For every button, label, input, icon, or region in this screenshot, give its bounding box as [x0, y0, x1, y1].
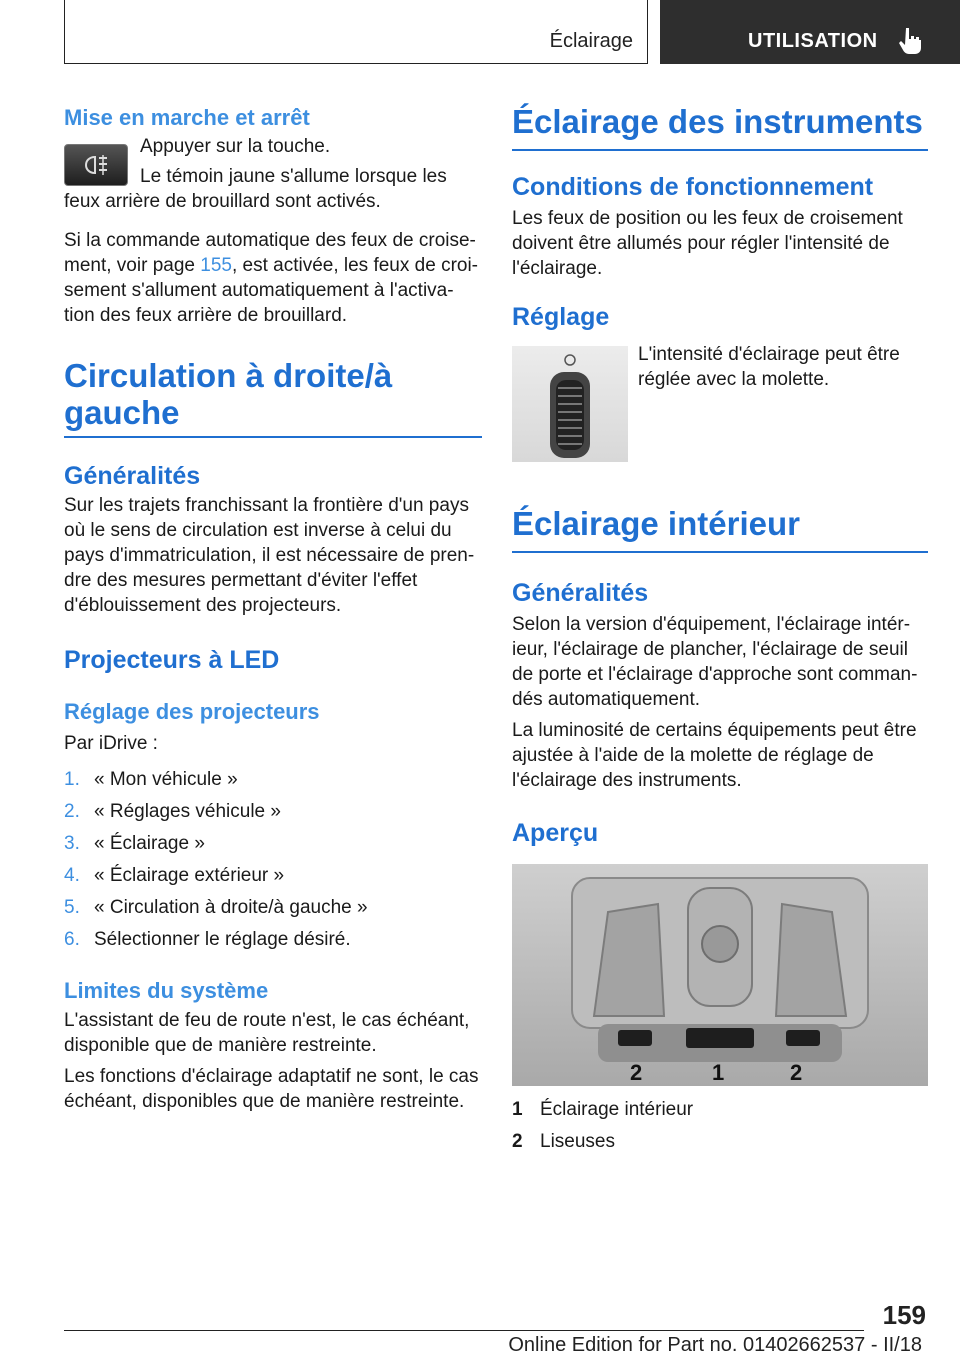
- image-legend: [512, 1094, 928, 1158]
- step-text: « Éclairage »: [94, 832, 205, 854]
- heading-adjustment: Réglage: [512, 302, 610, 331]
- list-item: [64, 828, 482, 860]
- legend-item: [512, 1126, 928, 1158]
- callout-label: 1: [712, 1059, 725, 1085]
- legend-text: Éclairage intérieur: [540, 1098, 694, 1120]
- list-item: [64, 860, 482, 892]
- list-item: [64, 892, 482, 924]
- callout-label: 2: [630, 1059, 643, 1085]
- list-item: [64, 764, 482, 796]
- paragraph-idrive: Par iDrive :: [64, 732, 158, 754]
- footer-edition: Online Edition for Part no. 01402662537 - II/18: [508, 1334, 922, 1356]
- heading-operating-conditions: Conditions de fonctionnement: [512, 172, 874, 201]
- step-number: 6.: [64, 928, 80, 950]
- step-text: « Réglages véhicule »: [94, 800, 281, 822]
- paragraph-border-crossing: Sur les trajets franchissant la frontière d'un pays où le sens de circulation est inverse à celui du pays d'immatriculation, il est nécessaire de pren‐dre des mesures permettant d'éviter l'effet d'éblouissement des projecteurs.: [64, 494, 475, 616]
- legend-number: 2: [512, 1130, 523, 1152]
- header-section-title: Éclairage: [549, 30, 633, 52]
- text-auto-lights-a: Si la commande automatique des feux de croise‐ment, voir page: [64, 230, 476, 276]
- heading-system-limits: Limites du système: [64, 977, 269, 1003]
- paragraph-indicator: Le témoin jaune s'allume lorsque les feux arrière de brouillard sont activés.: [64, 166, 447, 212]
- legend-item: [512, 1094, 928, 1126]
- heading-interior-lighting: Éclairage intérieur: [512, 504, 800, 542]
- step-text: « Éclairage extérieur »: [94, 864, 285, 886]
- step-text: Sélectionner le réglage désiré.: [94, 928, 351, 950]
- page-number: 159: [882, 1300, 926, 1330]
- paragraph-brightness: La luminosité de certains équipements peut être ajustée à l'aide de la molette de réglage de l'éclairage des instruments.: [512, 719, 917, 791]
- heading-rule: [512, 551, 928, 553]
- thumbwheel-image: [512, 346, 628, 462]
- footer-rule: [64, 1330, 864, 1331]
- thumbwheel-icon: [512, 346, 628, 462]
- heading-headlight-setting: Réglage des projecteurs: [64, 698, 320, 724]
- heading-instrument-lighting: Éclairage des instruments: [512, 103, 923, 140]
- step-number: 1.: [64, 768, 80, 790]
- hand-pointer-icon: [898, 26, 924, 54]
- header-chapter-title: UTILISATION: [748, 30, 878, 52]
- paragraph-adaptive: Les fonctions d'éclairage adaptatif ne sont, le cas échéant, disponibles que de manière restreinte.: [64, 1065, 479, 1112]
- heading-on-off: Mise en marche et arrêt: [64, 105, 310, 130]
- callout-label: 2: [790, 1059, 803, 1085]
- step-number: 5.: [64, 896, 80, 918]
- heading-overview: Aperçu: [512, 818, 599, 847]
- legend-number: 1: [512, 1098, 523, 1120]
- paragraph-high-beam: L'assistant de feu de route n'est, le cas échéant, disponible que de manière restreinte.: [64, 1009, 470, 1056]
- step-number: 4.: [64, 864, 80, 886]
- right-column: [512, 104, 928, 1158]
- heading-rule: [512, 149, 928, 151]
- paragraph-auto-lights: [64, 228, 482, 328]
- step-number: 2.: [64, 800, 80, 822]
- page-link-155[interactable]: 155: [200, 255, 232, 276]
- steps-list: [64, 764, 482, 956]
- legend-text: Liseuses: [540, 1130, 615, 1152]
- interior-light-image: [512, 864, 928, 1086]
- step-text: « Mon véhicule »: [94, 768, 238, 790]
- overhead-console-icon: [512, 864, 928, 1086]
- list-item: [64, 796, 482, 828]
- heading-generalities-right: Généralités: [512, 578, 649, 607]
- left-column: [64, 104, 482, 1114]
- heading-led-headlights: Projecteurs à LED: [64, 645, 280, 674]
- heading-rule: [64, 436, 482, 438]
- paragraph-press-button: Appuyer sur la touche.: [140, 136, 331, 157]
- heading-generalities-left: Généralités: [64, 461, 201, 490]
- paragraph-conditions: Les feux de position ou les feux de croisement doivent être allumés pour régler l'intensité de l'éclairage.: [512, 207, 903, 279]
- step-text: « Circulation à droite/à gauche »: [94, 896, 368, 918]
- heading-traffic-side: Circulation à droite/à gauche: [64, 357, 393, 431]
- paragraph-interior-auto: Selon la version d'équipement, l'éclairage intér‐ieur, l'éclairage de plancher, l'éclairage de seuil de porte et l'éclairage d'approche sont comman‐dés automatiquement.: [512, 613, 918, 710]
- paragraph-intensity: L'intensité d'éclairage peut être réglée avec la molette.: [638, 343, 900, 390]
- step-number: 3.: [64, 832, 80, 854]
- list-item: [64, 924, 482, 956]
- text-auto-lights-b: , est activée, les feux de croi‐sement s'allument automatiquement à l'activa‐tion des feux arrière de brouillard.: [64, 255, 479, 326]
- header-section-box: [64, 0, 648, 64]
- header-chapter-box: [660, 0, 960, 64]
